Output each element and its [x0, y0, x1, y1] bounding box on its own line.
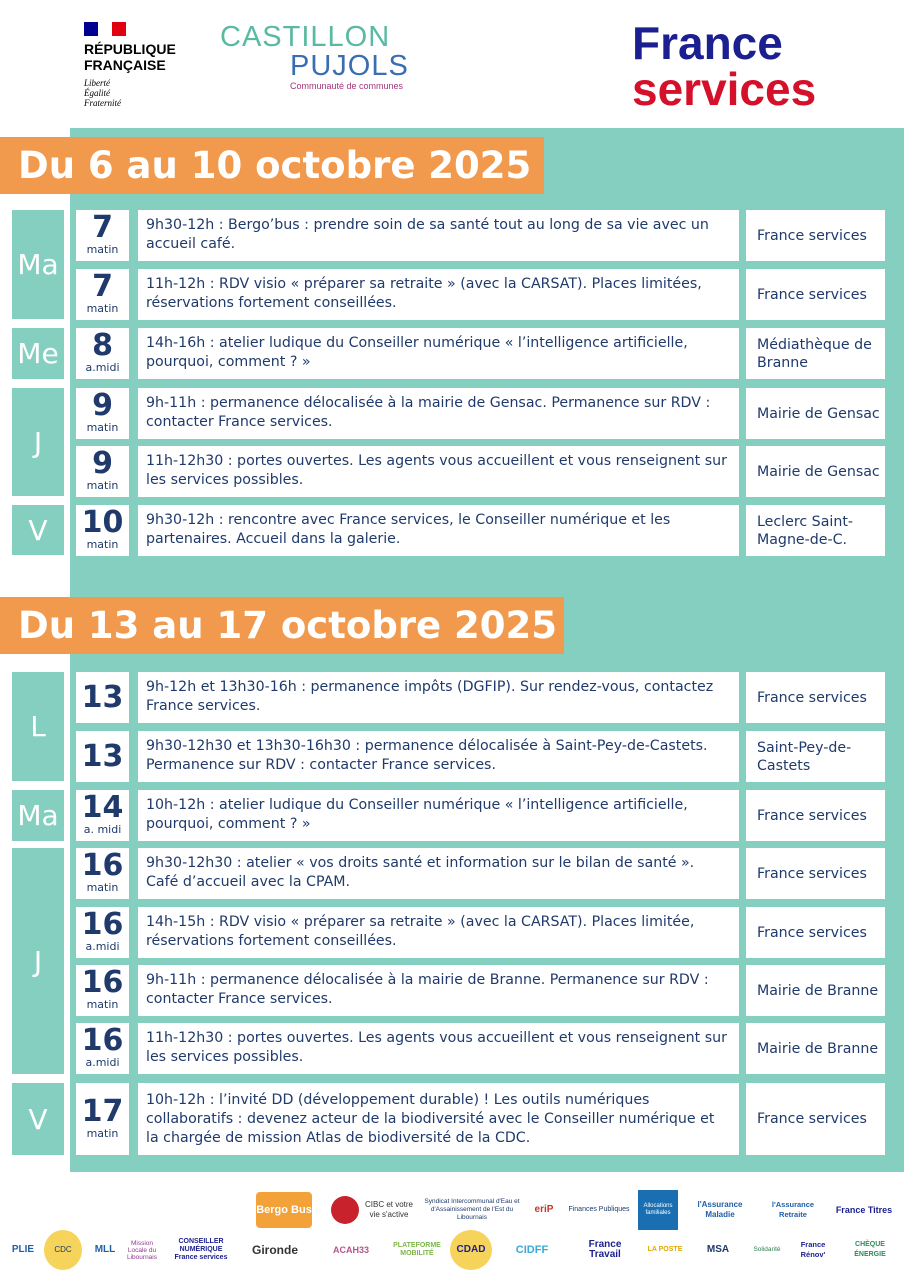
partner-logo-bergobus: Bergo Bus — [256, 1192, 312, 1228]
event-description: 9h30-12h30 : atelier « vos droits santé et information sur le bilan de santé ». Café d’accueil avec la CPAM. — [138, 848, 739, 899]
event-description: 11h-12h30 : portes ouvertes. Les agents vous accueillent et vous renseignent sur les services possibles. — [138, 446, 739, 497]
date-number: 14 — [81, 790, 124, 825]
date-number: 7 — [92, 210, 113, 245]
day-label: V — [12, 505, 64, 555]
partner-logo-gironde: Gironde — [251, 1243, 298, 1257]
event-description: 10h-12h : atelier ludique du Conseiller numérique « l’intelligence artificielle, pourquoi, comment ? » — [138, 790, 739, 841]
partner-logo-msa: MSA — [706, 1244, 730, 1255]
partner-logo-acah33: ACAH33 — [332, 1245, 369, 1255]
partner-logo-siea: Syndicat Intercommunal d'Eau et d'Assainissement de l'Est du Libournais — [424, 1198, 520, 1221]
cibc-circle-icon — [331, 1196, 359, 1224]
event-date — [76, 1083, 129, 1155]
event-location: France services — [746, 269, 885, 320]
date-period: a.midi — [85, 940, 120, 953]
event-location: France services — [746, 790, 885, 841]
date-period: matin — [86, 421, 119, 434]
date-number: 9 — [92, 388, 113, 423]
partner-logo-france-renov: France Rénov' — [800, 1240, 826, 1259]
event-description: 9h30-12h : rencontre avec France services, le Conseiller numérique et les partenaires. Accueil dans la galerie. — [138, 505, 739, 556]
france-services-line1: France — [632, 17, 783, 69]
partner-logo-solidarite: Solidarité — [753, 1246, 781, 1253]
event-date — [76, 388, 129, 439]
event-date — [76, 731, 129, 782]
event-date — [76, 446, 129, 497]
event-date — [76, 269, 129, 320]
republique-francaise-name: RÉPUBLIQUE FRANÇAISE — [84, 41, 176, 73]
event-location: France services — [746, 848, 885, 899]
date-number: 17 — [81, 1094, 124, 1129]
day-label: J — [12, 848, 64, 1074]
partner-logo-cibc — [330, 1194, 416, 1226]
event-location: Mairie de Gensac — [746, 446, 885, 497]
date-number: 16 — [81, 965, 124, 1000]
partner-logo-assurance-maladie: l'Assurance Maladie — [697, 1200, 743, 1219]
partner-logo-france-travail: France Travail — [588, 1239, 622, 1260]
event-location: Médiathèque de Branne — [746, 328, 885, 379]
date-period: matin — [86, 538, 119, 551]
partner-logo-mission-locale: Mission Locale du Libournais — [127, 1239, 157, 1261]
event-location: Mairie de Gensac — [746, 388, 885, 439]
french-flag-icon — [84, 22, 126, 36]
partner-logo-la-poste: LA POSTE — [647, 1246, 683, 1253]
event-date — [76, 210, 129, 261]
event-date — [76, 1023, 129, 1074]
event-location: Mairie de Branne — [746, 965, 885, 1016]
date-period: a.midi — [85, 361, 120, 374]
week2-title: Du 13 au 17 octobre 2025 — [0, 597, 564, 654]
event-date — [76, 505, 129, 556]
event-description: 11h-12h30 : portes ouvertes. Les agents vous accueillent et vous renseignent sur les services possibles. — [138, 1023, 739, 1074]
event-description: 14h-15h : RDV visio « préparer sa retraite » (avec la CARSAT). Places limitée, réservations fortement conseillées. — [138, 907, 739, 958]
partner-logo-finances-publiques: Finances Publiques — [568, 1206, 630, 1213]
day-label: L — [12, 672, 64, 781]
day-label: Ma — [12, 210, 64, 319]
event-date — [76, 790, 129, 841]
event-location: Saint-Pey-de-Castets — [746, 731, 885, 782]
date-period: matin — [86, 1127, 119, 1140]
event-description: 9h30-12h30 et 13h30-16h30 : permanence délocalisée à Saint-Pey-de-Castets. Permanence sur RDV : contacter France services. — [138, 731, 739, 782]
event-description: 9h-12h et 13h30-16h : permanence impôts (DGFIP). Sur rendez-vous, contactez France services. — [138, 672, 739, 723]
partner-logo-cdc-round: CDC — [44, 1230, 82, 1270]
event-date — [76, 965, 129, 1016]
event-location: France services — [746, 210, 885, 261]
cc-subtitle: Communauté de communes — [290, 81, 404, 91]
partner-logos — [0, 1184, 904, 1276]
event-date — [76, 907, 129, 958]
partner-logo-cibc-label: CIBC et votre vie s'active — [364, 1200, 413, 1219]
event-description: 10h-12h : l’invité DD (développement durable) ! Les outils numériques collaboratifs : devenez acteur de la biodiversité avec le Conseiller numérique et la chargée de mission Atlas de biodiversité de la CDC. — [138, 1083, 739, 1155]
event-location: France services — [746, 907, 885, 958]
date-number: 16 — [81, 1023, 124, 1058]
event-description: 9h-11h : permanence délocalisée à la mairie de Branne. Permanence sur RDV : contacter France services. — [138, 965, 739, 1016]
event-description: 14h-16h : atelier ludique du Conseiller numérique « l’intelligence artificielle, pourquoi, comment ? » — [138, 328, 739, 379]
partner-logo-caf: Allocations familiales — [638, 1190, 678, 1230]
partner-logo-france-titres: France Titres — [835, 1205, 893, 1215]
date-period: a.midi — [85, 1056, 120, 1069]
day-label: Me — [12, 328, 64, 379]
event-description: 9h30-12h : Bergo’bus : prendre soin de sa santé tout au long de sa vie avec un accueil café. — [138, 210, 739, 261]
partner-logo-assurance-retraite: l'Assurance Retraite — [771, 1200, 815, 1219]
date-period: matin — [86, 998, 119, 1011]
page-header — [0, 0, 904, 128]
event-date — [76, 848, 129, 899]
date-number: 10 — [81, 505, 124, 540]
partner-logo-erip: eriP — [534, 1204, 554, 1215]
france-services-line2: services — [632, 63, 817, 115]
event-location: France services — [746, 672, 885, 723]
day-label: Ma — [12, 790, 64, 841]
date-number: 13 — [81, 739, 124, 774]
cc-name-line2: PUJOLS — [290, 50, 409, 82]
republique-motto: Liberté Égalité Fraternité — [84, 78, 121, 108]
partner-logo-plateforme-mobilite: PLATEFORME MOBILITÉ — [393, 1242, 441, 1257]
date-number: 9 — [92, 446, 113, 481]
partner-logo-cheque-energie: CHÈQUE ÉNERGIE — [854, 1241, 886, 1258]
event-date — [76, 672, 129, 723]
date-period: matin — [86, 881, 119, 894]
event-description: 9h-11h : permanence délocalisée à la mairie de Gensac. Permanence sur RDV : contacter France services. — [138, 388, 739, 439]
week1-title: Du 6 au 10 octobre 2025 — [0, 137, 544, 194]
partner-logo-cidff: CIDFF — [515, 1244, 549, 1256]
event-date — [76, 328, 129, 379]
cc-name-line1: CASTILLON — [220, 21, 391, 53]
castillon-pujols-logo — [220, 22, 440, 91]
date-number: 7 — [92, 269, 113, 304]
date-number: 16 — [81, 848, 124, 883]
partner-logo-cdad: CDAD — [450, 1230, 492, 1270]
partner-logo-conseiller-numerique: CONSEILLER NUMÉRIQUE France services — [174, 1238, 228, 1261]
france-services-logo — [632, 17, 872, 115]
event-location: Leclerc Saint-Magne-de-C. — [746, 505, 885, 556]
day-label: J — [12, 388, 64, 496]
date-period: a. midi — [83, 823, 122, 836]
partner-logo-mll: MLL — [94, 1244, 116, 1255]
partner-logo-plie: PLIE — [11, 1244, 35, 1255]
date-period: matin — [86, 479, 119, 492]
day-label: V — [12, 1083, 64, 1155]
republique-francaise-logo — [84, 22, 204, 108]
event-description: 11h-12h : RDV visio « préparer sa retraite » (avec la CARSAT). Places limitées, réservations fortement conseillées. — [138, 269, 739, 320]
date-period: matin — [86, 302, 119, 315]
date-number: 13 — [81, 680, 124, 715]
event-location: Mairie de Branne — [746, 1023, 885, 1074]
date-number: 16 — [81, 907, 124, 942]
event-location: France services — [746, 1083, 885, 1155]
date-number: 8 — [92, 328, 113, 363]
date-period: matin — [86, 243, 119, 256]
